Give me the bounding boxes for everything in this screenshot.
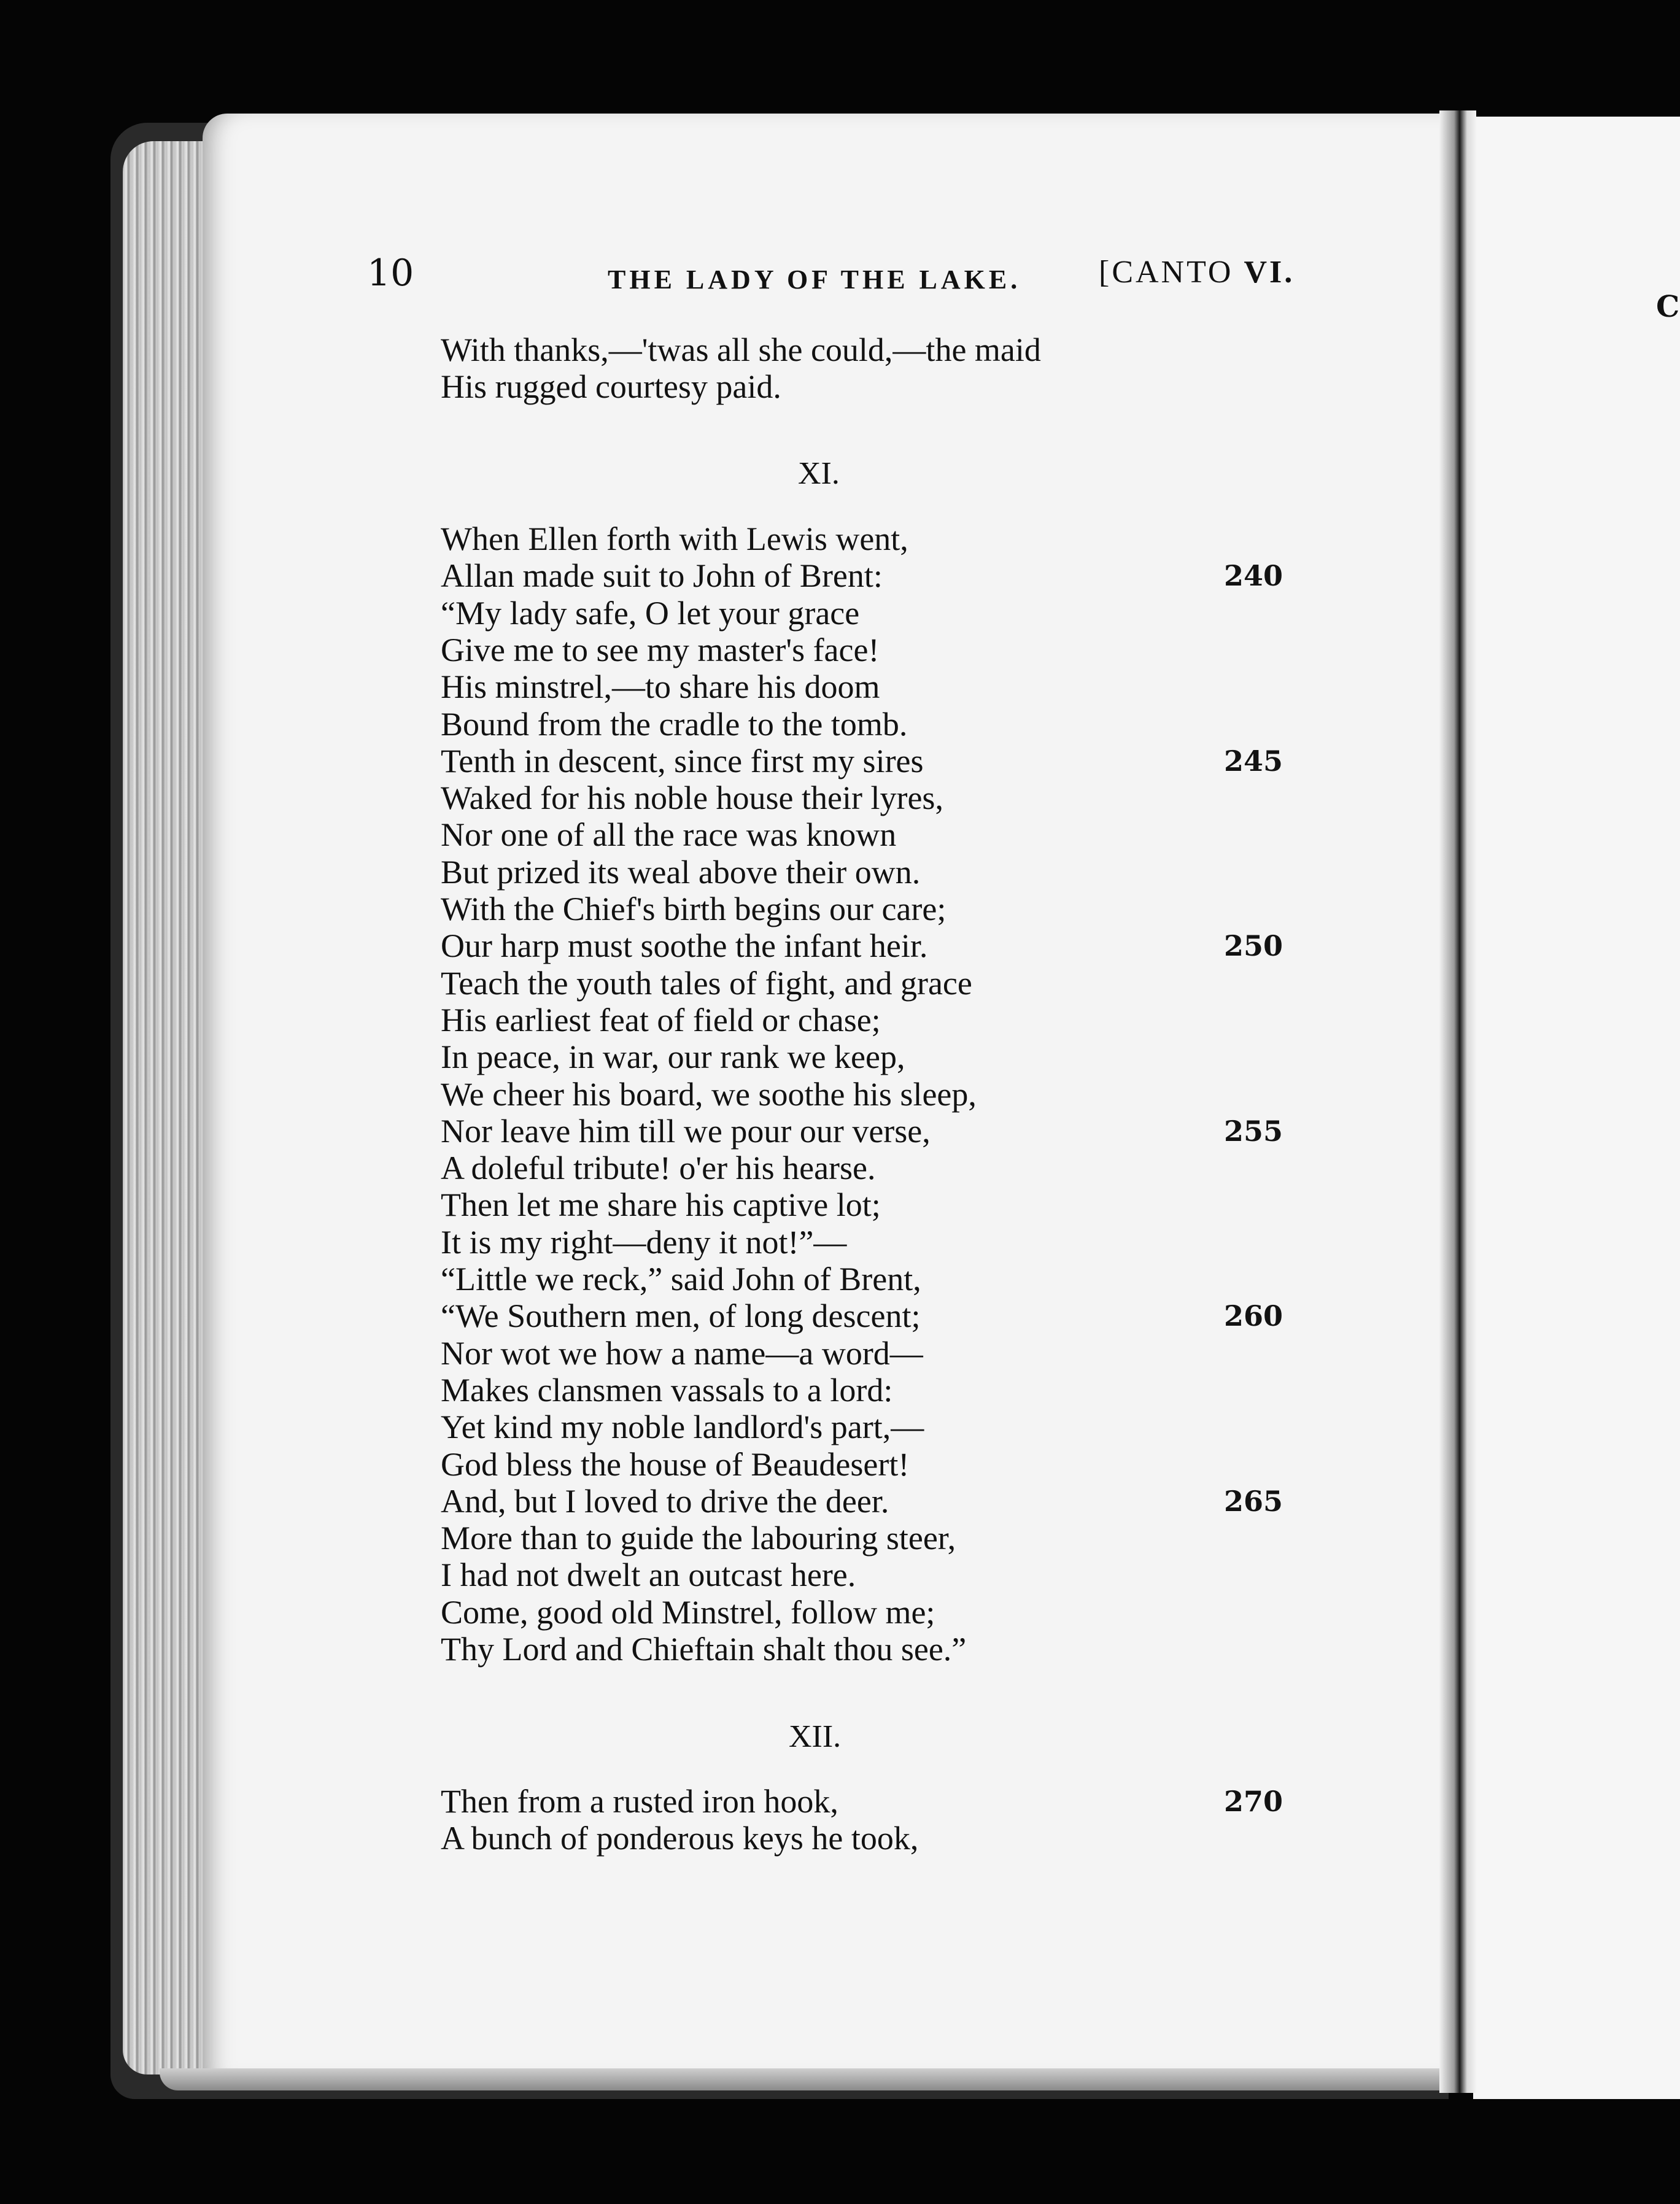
verse-line: Our harp must soothe the infant heir.: [441, 927, 928, 965]
verse-line: Then let me share his captive lot;: [441, 1186, 881, 1224]
verse-line: Makes clansmen vassals to a lord:: [441, 1371, 893, 1409]
line-number: 270: [1224, 1785, 1283, 1818]
canto-bracket: [CANTO: [1099, 255, 1244, 290]
verse-line: His rugged courtesy paid.: [441, 368, 781, 406]
verse-line: It is my right—deny it not!”—: [441, 1223, 847, 1261]
verse-line: And, but I loved to drive the deer.: [441, 1482, 889, 1520]
verse-line: With the Chief's birth begins our care;: [441, 891, 946, 927]
book-gutter: [1439, 110, 1476, 2093]
verse-line: Nor wot we how a name—a word—: [441, 1334, 923, 1372]
verse-line: Waked for his noble house their lyres,: [441, 779, 943, 817]
line-number: 255: [1224, 1114, 1283, 1148]
canto-number: VI.: [1244, 255, 1295, 290]
verse-line: Come, good old Minstrel, follow me;: [441, 1593, 935, 1631]
stanza-heading: XII.: [789, 1719, 842, 1754]
verse-line: A doleful tribute! o'er his hearse.: [441, 1150, 876, 1187]
line-number: 260: [1224, 1299, 1283, 1333]
verse-line: I had not dwelt an outcast here.: [441, 1556, 856, 1594]
right-page: [1473, 117, 1680, 2099]
verse-line: “We Southern men, of long descent;: [441, 1297, 921, 1335]
verse-line: But prized its weal above their own.: [441, 853, 921, 891]
verse-line: Thy Lord and Chieftain shalt thou see.”: [441, 1631, 967, 1668]
verse-line: God bless the house of Beaudesert!: [441, 1445, 910, 1483]
line-number: 250: [1224, 929, 1283, 963]
verse-line: “Little we reck,” said John of Brent,: [441, 1261, 921, 1297]
page-header: [0, 252, 1680, 295]
facing-page-fragment: C: [1656, 290, 1680, 324]
verse-line: His earliest feat of field or chase;: [441, 1001, 881, 1038]
line-number: 240: [1224, 559, 1283, 593]
verse-line: In peace, in war, our rank we keep,: [441, 1038, 905, 1076]
line-number: 245: [1224, 744, 1283, 778]
page-number: 10: [367, 252, 414, 295]
verse-line: Then from a rusted iron hook,: [441, 1783, 838, 1820]
line-number: 265: [1224, 1484, 1283, 1518]
page-bottom-edge: [160, 2068, 1541, 2090]
verse-line: A bunch of ponderous keys he took,: [441, 1820, 919, 1857]
verse-line: Allan made suit to John of Brent:: [441, 557, 883, 595]
verse-line: Give me to see my master's face!: [441, 631, 880, 668]
verse-line: Bound from the cradle to the tomb.: [441, 705, 908, 743]
verse-line: His minstrel,—to share his doom: [441, 668, 880, 706]
verse-line: More than to guide the labouring steer,: [441, 1520, 956, 1557]
verse-line: We cheer his board, we soothe his sleep,: [441, 1075, 977, 1113]
stanza-heading: XI.: [798, 456, 840, 491]
canto-label: [1099, 254, 1295, 290]
verse-line: Nor leave him till we pour our verse,: [441, 1112, 931, 1150]
verse-line: When Ellen forth with Lewis went,: [441, 520, 908, 557]
verse-line: With thanks,—'twas all she could,—the maid: [441, 331, 1041, 368]
verse-line: “My lady safe, O let your grace: [441, 594, 860, 632]
verse-line: Yet kind my noble landlord's part,—: [441, 1409, 924, 1446]
running-title: THE LADY OF THE LAKE.: [608, 265, 1021, 295]
verse-line: Nor one of all the race was known: [441, 816, 897, 854]
verse-line: Tenth in descent, since first my sires: [441, 742, 924, 779]
verse-line: Teach the youth tales of fight, and grace: [441, 964, 972, 1002]
